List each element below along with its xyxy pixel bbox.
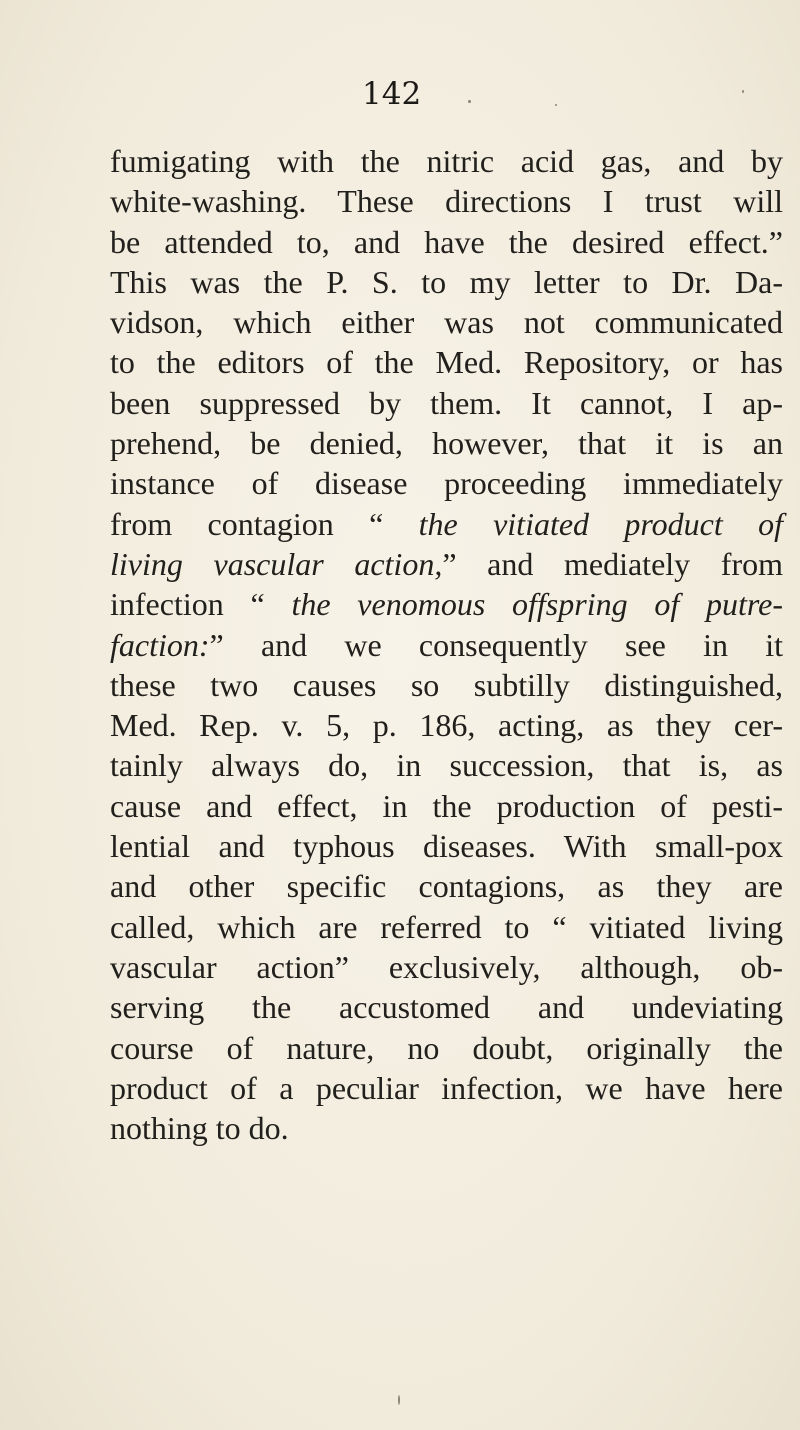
text-segment: This was the P. S. to my letter to Dr. Da- xyxy=(110,263,783,300)
text-segment: been suppressed by them. It cannot, I ap- xyxy=(110,384,783,421)
text-segment: called, which are referred to “ vitiated living xyxy=(110,908,783,945)
text-line xyxy=(110,504,783,544)
text-segment: instance of disease proceeding immediately xyxy=(110,465,783,502)
text-line xyxy=(110,947,783,987)
text-segment: course of nature, no doubt, originally the xyxy=(110,1029,783,1066)
text-segment: tainly always do, in succession, that is, as xyxy=(110,747,783,784)
text-segment: vidson, which either was not communicated xyxy=(110,304,783,341)
text-segment: white-washing. These directions I trust will xyxy=(110,183,783,220)
text-segment-italic: living vascular action, xyxy=(110,545,443,582)
text-segment: product of a peculiar infection, we have here xyxy=(110,1069,783,1106)
text-line xyxy=(110,987,783,1027)
text-line xyxy=(110,866,783,906)
text-line xyxy=(110,463,783,503)
text-segment: to the editors of the Med. Repository, or has xyxy=(110,344,783,381)
text-segment: vascular action” exclusively, although, ob- xyxy=(110,948,783,985)
text-segment: infection “ xyxy=(110,586,292,623)
text-segment: fumigating with the nitric acid gas, and by xyxy=(110,143,783,179)
text-line xyxy=(110,826,783,866)
text-segment-italic: the venomous offspring of putre- xyxy=(291,586,784,623)
paper-speck xyxy=(555,104,557,106)
text-line xyxy=(110,705,783,745)
text-segment: cause and effect, in the production of pesti- xyxy=(110,787,783,824)
text-segment: from contagion “ xyxy=(110,505,419,542)
text-segment: ” and we consequently see in it xyxy=(209,626,783,663)
text-line xyxy=(110,383,783,423)
text-segment: be attended to, and have the desired effect.” xyxy=(110,223,783,260)
text-segment: these two causes so subtilly distinguished, xyxy=(110,666,783,703)
text-line xyxy=(110,222,783,262)
text-line xyxy=(110,181,783,221)
text-segment: lential and typhous diseases. With small-pox xyxy=(110,828,783,865)
page-number: 142 xyxy=(362,76,422,112)
text-segment-italic: the vitiated product of xyxy=(418,505,783,542)
text-line xyxy=(110,907,783,947)
text-segment: ” and mediately from xyxy=(442,545,784,582)
text-segment: nothing to do. xyxy=(110,1110,289,1147)
text-segment: Med. Rep. v. 5, p. 186, acting, as they cer- xyxy=(110,707,783,744)
text-line xyxy=(110,745,783,785)
text-line xyxy=(110,625,783,665)
text-line xyxy=(110,786,783,826)
text-line xyxy=(110,141,783,181)
text-line xyxy=(110,1068,783,1108)
text-line xyxy=(110,665,783,705)
text-segment: serving the accustomed and undeviating xyxy=(110,989,783,1026)
text-line xyxy=(110,262,783,302)
text-line xyxy=(110,1028,783,1068)
text-line xyxy=(110,1108,790,1148)
paper-speck xyxy=(742,90,744,93)
text-line xyxy=(110,584,783,624)
text-line xyxy=(110,342,783,382)
text-segment: prehend, be denied, however, that it is an xyxy=(110,425,783,462)
paper-speck xyxy=(398,1395,400,1405)
text-line xyxy=(110,302,783,342)
text-line xyxy=(110,423,783,463)
paper-speck xyxy=(468,100,471,103)
body-text xyxy=(110,141,790,1148)
text-line xyxy=(110,544,783,584)
text-segment-italic: faction: xyxy=(110,626,210,663)
text-segment: and other specific contagions, as they are xyxy=(110,868,783,905)
